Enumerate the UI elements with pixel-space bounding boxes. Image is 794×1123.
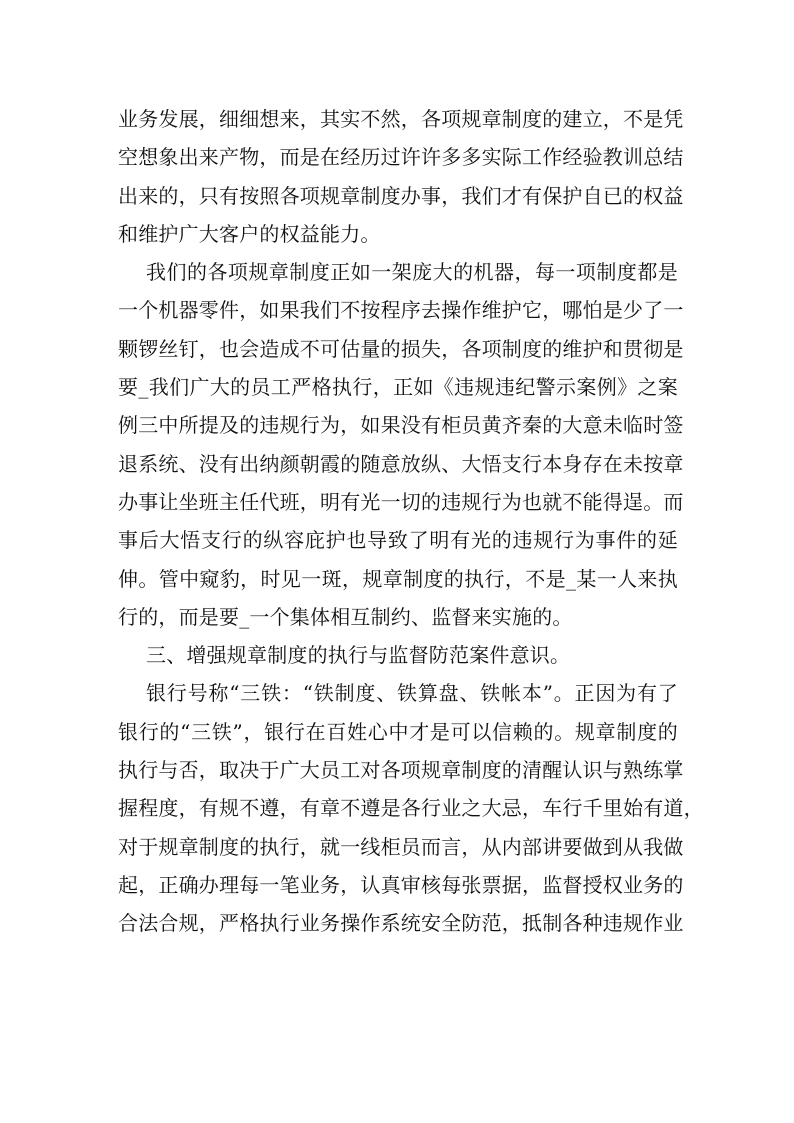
text-line: 事后大悟支行的纵容庇护也导致了明有光的违规行为事件的延 [118, 528, 678, 553]
text-line: 例三中所提及的违规行为，如果没有柜员黄齐秦的大意未临时签 [118, 413, 684, 438]
document-page [118, 100, 704, 943]
text-line: 办事让坐班主任代班，明有光一切的违规行为也就不能得逞。而 [118, 489, 684, 514]
text-line: 银行的“三铁”，银行在百姓心中才是可以信赖的。规章制度的 [118, 719, 678, 744]
text-line: 要_我们广大的员工严格执行，正如《违规违纪警示案例》之案 [118, 375, 678, 400]
text-line: 握程度，有规不遵，有章不遵是各行业之大忌，车行千里始有道， [118, 796, 704, 821]
text-line: 业务发展，细细想来，其实不然，各项规章制度的建立，不是凭 [118, 107, 684, 131]
text-line: 退系统、没有出纳颜朝霞的随意放纵、大悟支行本身存在未按章 [118, 451, 684, 476]
text-line: 空想象出来产物，而是在经历过许许多多实际工作经验教训总结 [118, 145, 684, 170]
text-line: 执行与否，取决于广大员工对各项规章制度的清醒认识与熟练掌 [118, 758, 684, 783]
text-line: 起，正确办理每一笔业务，认真审核每张票据，监督授权业务的 [118, 872, 684, 897]
text-line: 我们的各项规章制度正如一架庞大的机器，每一项制度都是 [146, 260, 678, 285]
text-line: 一个机器零件，如果我们不按程序去操作维护它，哪怕是少了一 [118, 298, 684, 323]
text-line: 三、增强规章制度的执行与监督防范案件意识。 [146, 643, 571, 668]
text-line: 对于规章制度的执行，就一线柜员而言，从内部讲要做到从我做 [118, 834, 684, 859]
text-line: 伸。管中窥豹，时见一斑，规章制度的执行，不是_某一人来执 [118, 566, 678, 591]
text-line: 颗锣丝钉，也会造成不可估量的损失，各项制度的维护和贯彻是 [118, 336, 684, 361]
text-line: 合法合规，严格执行业务操作系统安全防范，抵制各种违规作业 [118, 911, 684, 936]
text-line: 出来的，只有按照各项规章制度办事，我们才有保护自已的权益 [118, 183, 684, 208]
text-line: 和维护广大客户的权益能力。 [118, 221, 381, 246]
text-line: 银行号称“三铁：“铁制度、铁算盘、铁帐本”。正因为有了 [146, 681, 678, 706]
text-line: 行的，而是要_一个集体相互制约、监督来实施的。 [118, 604, 573, 629]
